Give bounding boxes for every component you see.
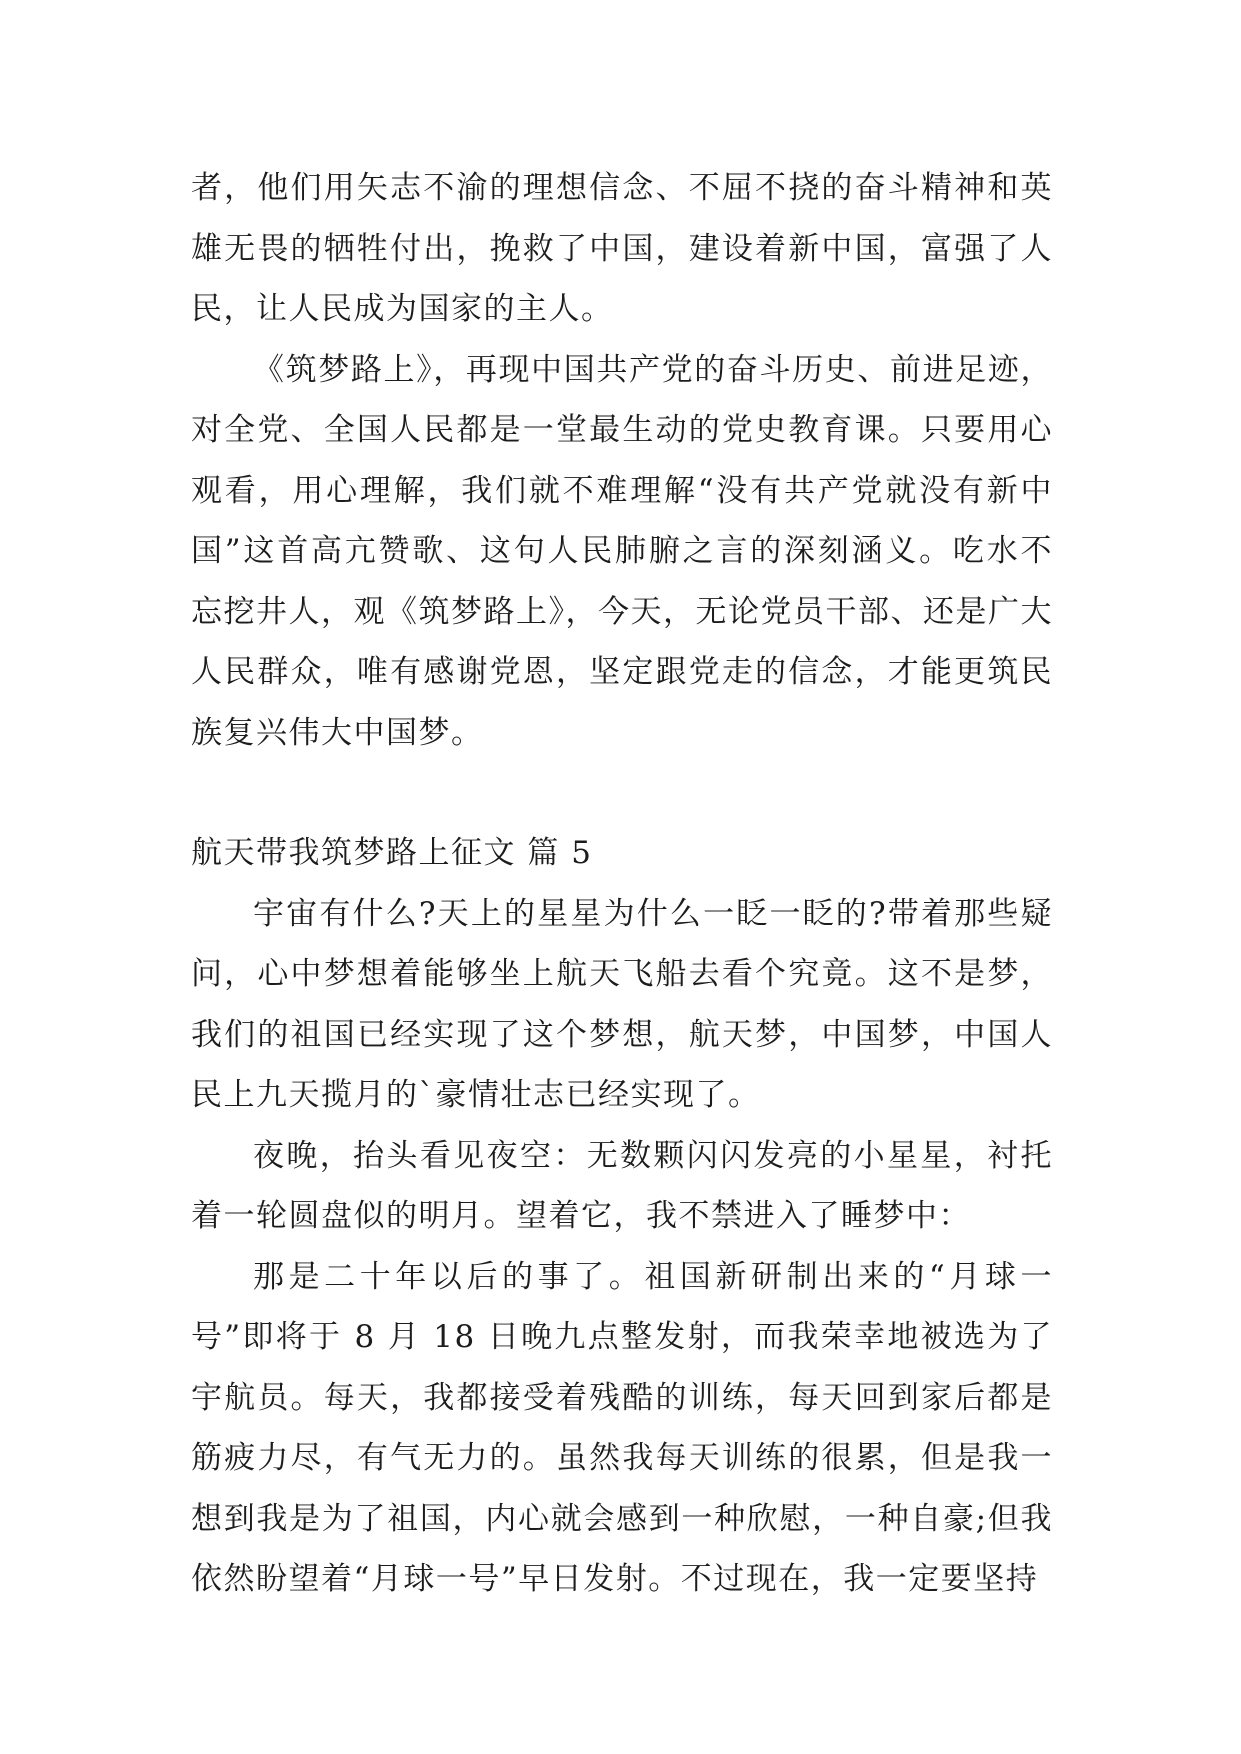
paragraph-continued: 者，他们用矢志不渝的理想信念、不屈不挠的奋斗精神和英雄无畏的牺牲付出，挽救了中国，建设着新中国，富强了人民，让人民成为国家的主人。 [191,170,1053,327]
paragraph-night-sky: 夜晚，抬头看见夜空：无数颗闪闪发亮的小星星，衬托着一轮圆盘似的明月。望着它，我不禁进入了睡梦中： [191,1137,1053,1234]
paragraph-universe-question: 宇宙有什么?天上的星星为什么一眨一眨的?带着那些疑问，心中梦想着能够坐上航天飞船去看个究竟。这不是梦，我们的祖国已经实现了这个梦想，航天梦，中国梦，中国人民上九天揽月的`豪情壮志已经实现了。 [191,895,1053,1113]
paragraph-zhumeng-lushang: 《筑梦路上》，再现中国共产党的奋斗历史、前进足迹，对全党、全国人民都是一堂最生动的党史教育课。只要用心观看，用心理解，我们就不难理解“没有共产党就没有新中国”这首高亢赞歌、这句人民肺腑之言的深刻涵义。吃水不忘挖井人，观《筑梦路上》，今天，无论党员干部、还是广大人民群众，唯有感谢党恩，坚定跟党走的信念，才能更筑民族复兴伟大中国梦。 [191,351,1053,751]
section-heading: 航天带我筑梦路上征文 篇 5 [191,835,593,871]
paragraph-moon-one: 那是二十年以后的事了。祖国新研制出来的“月球一号”即将于 8 月 18 日晚九点整发射，而我荣幸地被选为了宇航员。每天，我都接受着残酷的训练，每天回到家后都是筋疲力尽，有气无力的。虽然我每天训练的很累，但是我一想到我是为了祖国，内心就会感到一种欣慰，一种自豪;但我依然盼望着“月球一号”早日发射。不过现在，我一定要坚持 [191,1258,1053,1597]
document-body [191,158,1053,1610]
